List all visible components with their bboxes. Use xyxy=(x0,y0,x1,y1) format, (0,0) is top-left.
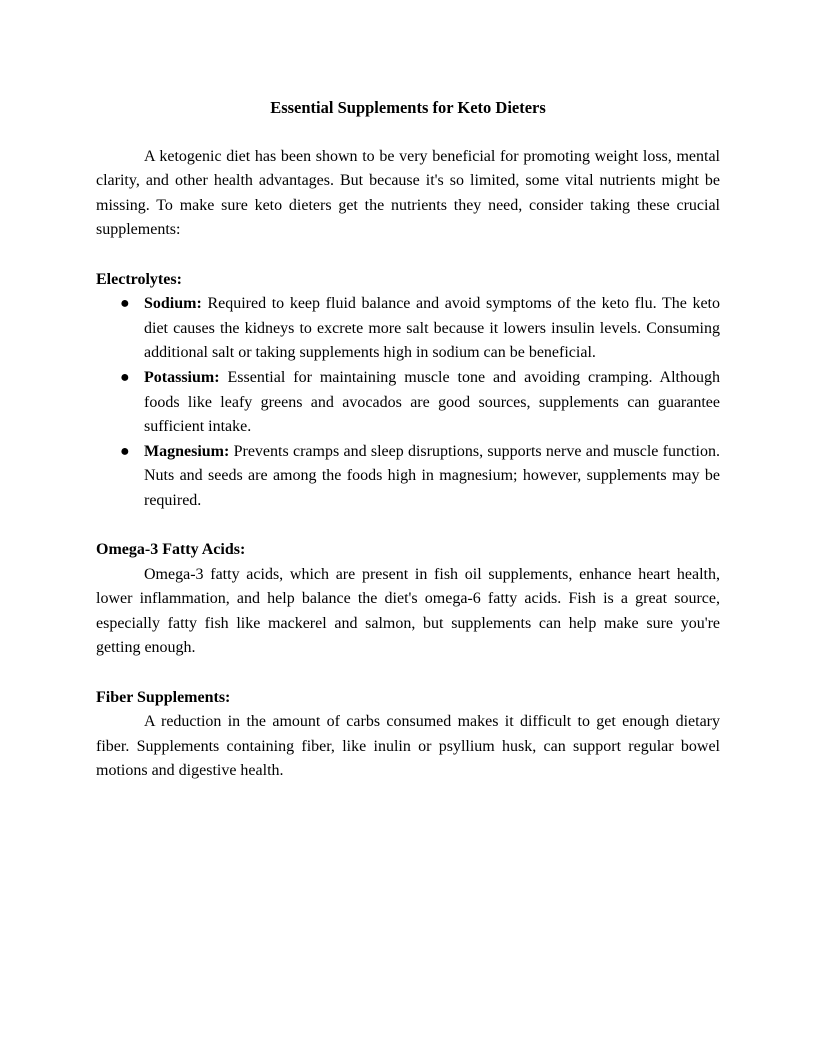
list-item-text: Essential for maintaining muscle tone and avoiding cramping. Although foods like leafy greens and avocados are good sources, supplements can guarantee sufficient intake. xyxy=(144,368,720,436)
omega3-paragraph: Omega-3 fatty acids, which are present in fish oil supplements, enhance heart health, lower inflammation, and help balance the diet's omega-6 fatty acids. Fish is a great source, especially fatty fish like mackerel and salmon, but supplements can help make sure you're getting enough. xyxy=(96,565,720,657)
fiber-paragraph: A reduction in the amount of carbs consumed makes it difficult to get enough dietary fiber. Supplements containing fiber, like inulin or psyllium husk, can support regular bowel motions and digestive health. xyxy=(96,713,720,780)
list-item-magnesium xyxy=(96,440,720,514)
spacer xyxy=(96,661,720,686)
bullet-icon: ● xyxy=(120,442,130,460)
omega3-heading: Omega-3 Fatty Acids: xyxy=(96,541,246,559)
document-page xyxy=(96,96,720,784)
electrolytes-heading: Electrolytes: xyxy=(96,270,182,288)
list-item-text: Required to keep fluid balance and avoid symptoms of the keto flu. The keto diet causes the kidneys to excrete more salt because it lowers insulin levels. Consuming additional salt or taking supplements high in sodium can be beneficial. xyxy=(144,295,720,362)
fiber-heading: Fiber Supplements: xyxy=(96,688,231,706)
electrolytes-list xyxy=(96,292,720,513)
bullet-icon: ● xyxy=(120,368,130,386)
bullet-icon: ● xyxy=(120,295,130,313)
spacer xyxy=(96,243,720,268)
list-item-sodium xyxy=(96,292,720,366)
list-item-term: Potassium: xyxy=(144,368,220,386)
list-item-term: Magnesium: xyxy=(144,442,230,460)
spacer xyxy=(96,514,720,539)
list-item-term: Sodium: xyxy=(144,295,202,313)
intro-paragraph: A ketogenic diet has been shown to be very beneficial for promoting weight loss, mental clarity, and other health advantages. But because it's so limited, some vital nutrients might be missing. To make sure keto dieters get the nutrients they need, consider taking these crucial supplements: xyxy=(96,147,720,239)
document-title: Essential Supplements for Keto Dieters xyxy=(270,98,546,117)
list-item-text: Prevents cramps and sleep disruptions, supports nerve and muscle function. Nuts and seeds are among the foods high in magnesium; however, supplements may be required. xyxy=(144,442,720,509)
list-item-potassium xyxy=(96,366,720,440)
